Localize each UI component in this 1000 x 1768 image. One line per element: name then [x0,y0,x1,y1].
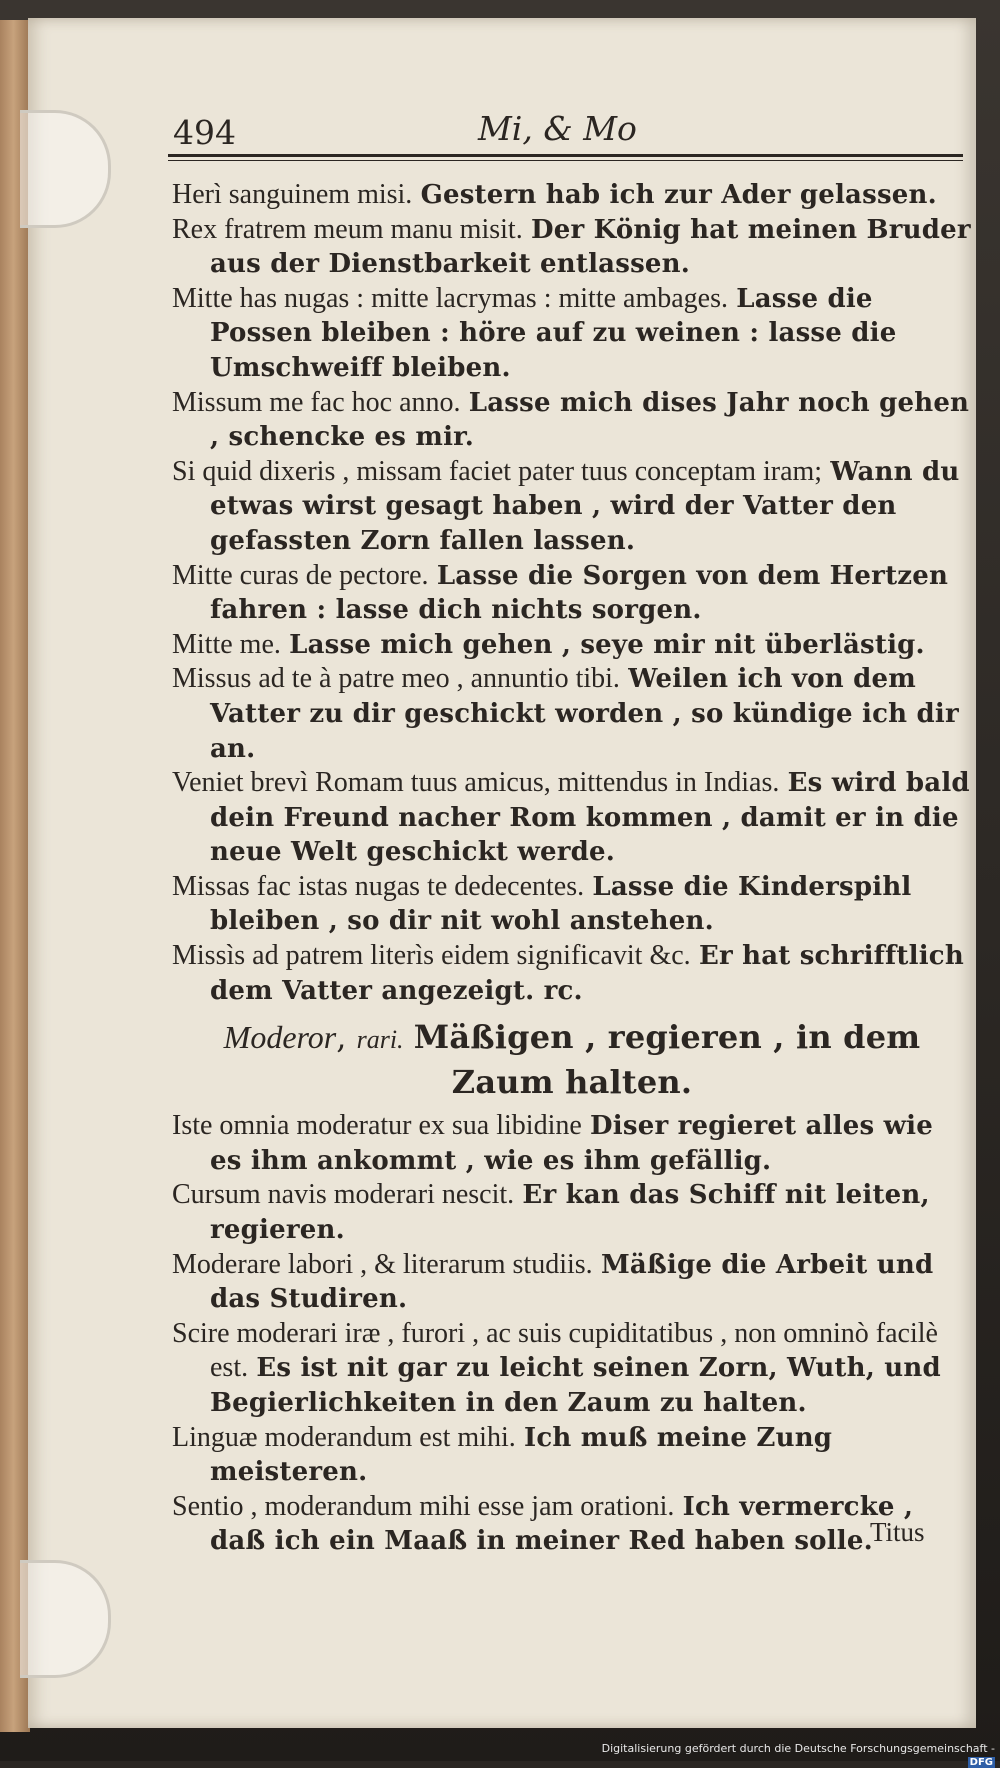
header-rule-thin [168,160,963,161]
latin-phrase: Cursum navis moderari nescit. [172,1179,515,1211]
german-translation: Er hat schrifftlich dem Vatter angezeigt. rc. [210,941,964,1006]
latin-phrase: Rex fratrem meum manu misit. [172,213,523,245]
book-spine-edge [0,20,30,1732]
entry [172,1109,972,1178]
page-number: 494 [173,113,236,152]
entry [172,1178,972,1247]
entry [172,213,972,282]
page-clip-top [20,110,111,228]
latin-phrase: Si quid dixeris , missam faciet pater tuus conceptam iram; [172,455,823,487]
german-translation: Wann du etwas wirst gesagt haben , wird der Vatter den gefassten Zorn fallen lassen. [210,456,960,556]
page-clip-bottom [20,1560,111,1678]
german-translation: Lasse die Kinderspihl bleiben , so dir nit wohl anstehen. [210,871,912,937]
latin-phrase: Iste omnia moderatur ex sua libidine [172,1110,582,1142]
entry [172,1248,972,1317]
latin-phrase: Herì sanguinem misi. [172,179,413,210]
dfg-logo-icon: DFG [969,1757,993,1768]
latin-phrase: Linguæ moderandum est mihi. [172,1421,516,1453]
entry [172,1317,972,1421]
german-translation: Lasse mich gehen , seye mir nit überlästig. [289,629,925,660]
entry [172,559,972,628]
headword-entry: Moderor, rari. Mäßigen , regieren , in dem Zaum halten. [223,1018,921,1102]
entry [172,662,972,766]
entry [172,766,972,870]
headword-lemma: Moderor [223,1019,337,1056]
entry [172,455,972,559]
latin-phrase: Missas fac istas nugas te dedecentes. [172,870,585,902]
german-translation: Lasse die Possen bleiben : höre auf zu weinen : lasse die Umschweiff bleiben. [210,283,897,383]
german-translation: Es wird bald dein Freund nacher Rom kommen , damit er in die neue Welt geschickt werde. [210,768,970,868]
running-head: Mi, & Mo [478,109,637,148]
german-translation: Mäßige die Arbeit und das Studiren. [210,1249,934,1315]
german-translation: Gestern hab ich zur Ader gelassen. [420,180,937,210]
latin-phrase: Mitte me. [172,628,281,660]
latin-phrase: Scire moderari iræ , furori , ac suis cupiditatibus , non omninò facilè est. [172,1317,938,1384]
latin-phrase: Missus ad te à patre meo , annuntio tibi. [172,663,620,695]
latin-phrase: Mitte has nugas : mitte lacrymas : mitte ambages. [172,282,728,314]
entry [172,282,972,386]
latin-phrase: Moderare labori , & literarum studiis. [172,1248,593,1280]
digitization-credit [600,1742,995,1768]
entry [172,1421,972,1490]
latin-phrase: Sentio , moderandum mihi esse jam orationi. [172,1490,675,1522]
german-translation: Ich vermercke , daß ich ein Maaß in meiner Red haben solle. [210,1491,914,1557]
entry [172,386,972,455]
latin-phrase: Missum me fac hoc anno. [172,386,461,418]
german-translation: Ich muß meine Zung meisteren. [210,1422,833,1488]
headword-gloss: Mäßigen , regieren , in dem Zaum halten. [413,1018,921,1102]
latin-phrase: Mitte curas de pectore. [172,559,429,591]
page-header [143,105,963,153]
entry [172,628,972,663]
latin-phrase: Missìs ad patrem literìs eidem significavit &c. [172,940,691,972]
german-translation: Diser regieret alles wie es ihm ankommt , wie es ihm gefällig. [210,1111,933,1176]
entry [172,178,972,213]
catchword: Titus [870,1517,925,1547]
german-translation: Weilen ich von dem Vatter zu dir geschickt worden , so kündige ich dir an. [210,664,959,764]
german-translation: Der König hat meinen Bruder aus der Dienstbarkeit entlassen. [210,214,971,280]
entry [172,870,972,939]
entry [172,1490,972,1559]
german-translation: Lasse mich dises Jahr noch gehen , schencke es mir. [210,387,970,453]
latin-phrase: Veniet brevì Romam tuus amicus, mittendus in Indias. [172,767,780,799]
header-rule [168,154,963,157]
dictionary-text [172,178,972,1559]
german-translation: Es ist nit gar zu leicht seinen Zorn, Wuth, und Begierlichkeiten in den Zaum zu halten. [210,1353,941,1418]
german-translation: Er kan das Schiff nit leiten, regieren. [210,1180,930,1246]
german-translation: Lasse die Sorgen von dem Hertzen fahren : lasse dich nichts sorgen. [210,560,949,626]
credit-text: Digitalisierung gefördert durch die Deutsche Forschungsgemeinschaft - [601,1742,995,1755]
entry [172,939,972,1008]
headword-grammar: rari. [356,1025,404,1055]
